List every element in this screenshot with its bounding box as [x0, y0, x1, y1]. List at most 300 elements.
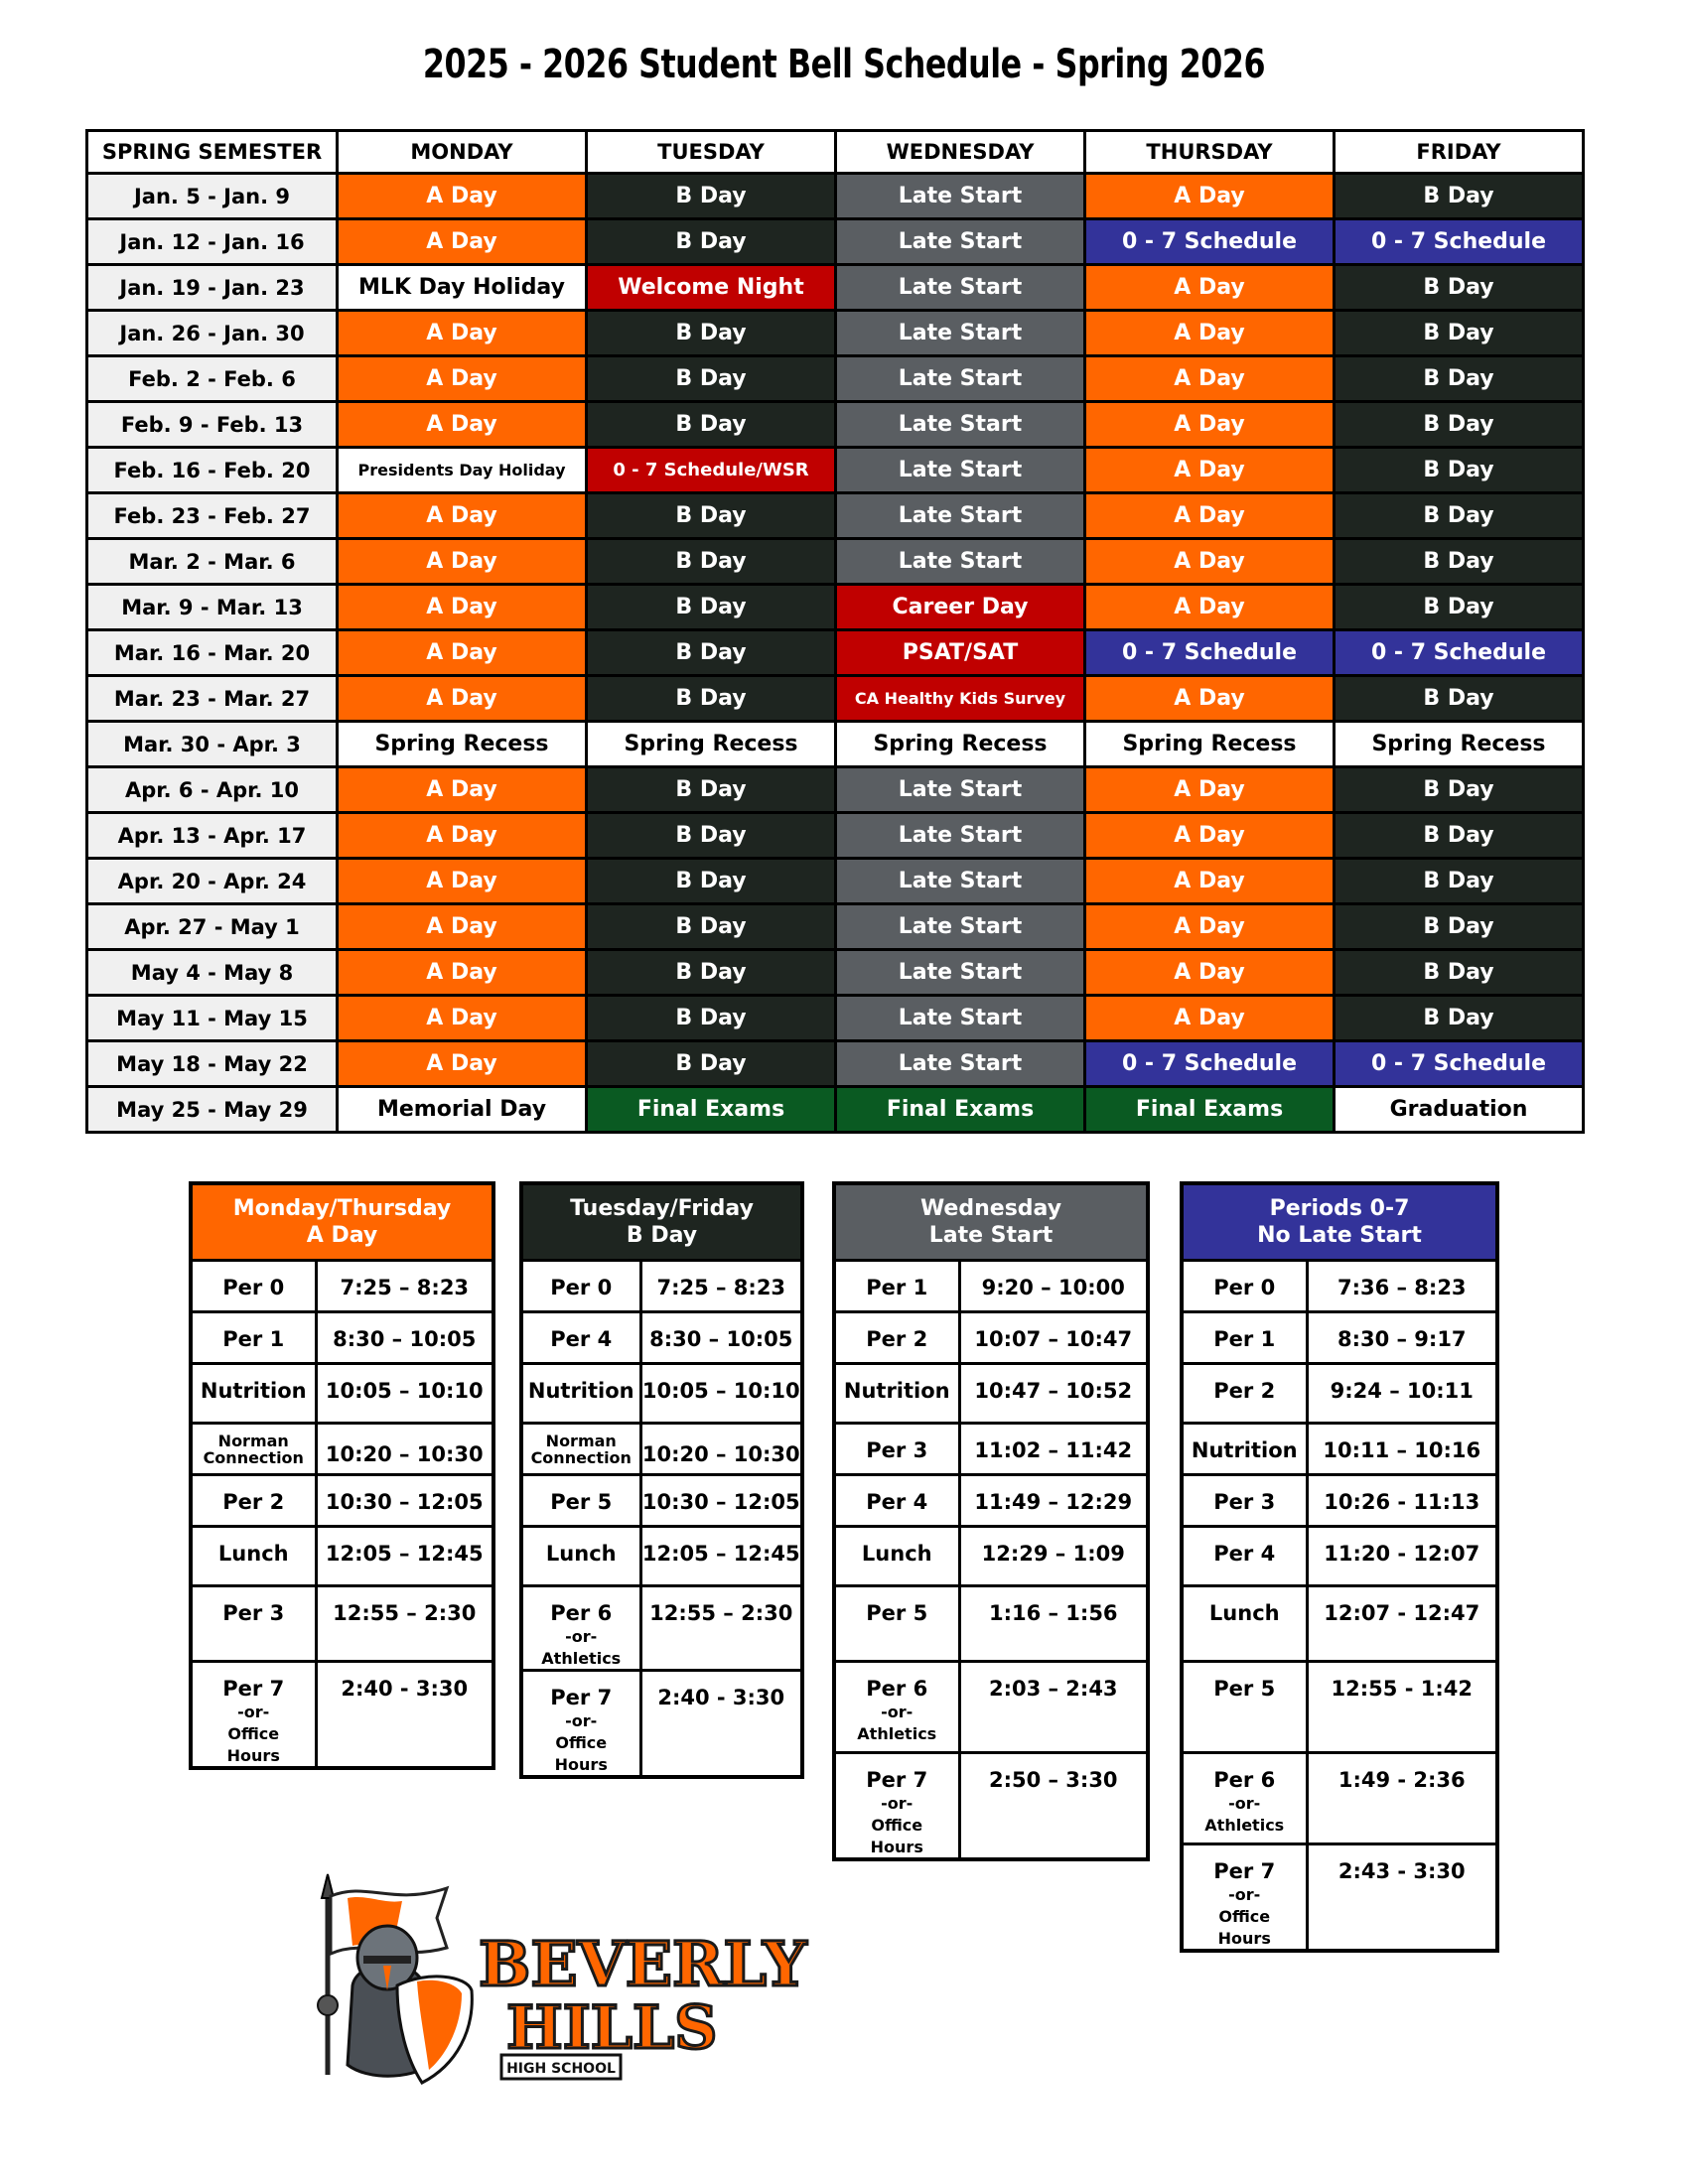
week-range: May 11 - May 15 — [87, 996, 338, 1041]
day-cell: A Day — [1085, 265, 1335, 311]
bell-row — [191, 1261, 493, 1312]
bell-row — [191, 1312, 493, 1364]
week-range: Feb. 23 - Feb. 27 — [87, 493, 338, 539]
day-cell: Presidents Day Holiday — [338, 448, 587, 493]
day-cell: 0 - 7 Schedule — [1335, 630, 1584, 676]
day-cell: Late Start — [836, 539, 1085, 585]
week-range: Apr. 27 - May 1 — [87, 904, 338, 950]
week-range: Jan. 12 - Jan. 16 — [87, 219, 338, 265]
period-time: 12:55 - 1:42 — [1307, 1662, 1497, 1753]
day-cell: B Day — [587, 174, 836, 219]
day-cell: A Day — [1085, 539, 1335, 585]
period-name — [1182, 1424, 1307, 1475]
day-cell: A Day — [1085, 676, 1335, 722]
day-cell: Late Start — [836, 356, 1085, 402]
day-cell: Late Start — [836, 219, 1085, 265]
day-cell: B Day — [587, 539, 836, 585]
bell-schedule-a-day — [189, 1181, 495, 1770]
period-name — [521, 1671, 640, 1778]
period-time: 2:50 – 3:30 — [959, 1753, 1148, 1860]
day-cell: A Day — [1085, 859, 1335, 904]
period-time: 10:07 – 10:47 — [959, 1312, 1148, 1364]
period-label: Lunch — [545, 1542, 617, 1566]
day-cell: Spring Recess — [338, 722, 587, 767]
day-cell: A Day — [338, 539, 587, 585]
bell-header — [834, 1183, 1148, 1261]
day-cell: Late Start — [836, 950, 1085, 996]
period-time: 2:43 - 3:30 — [1307, 1844, 1497, 1952]
period-name — [1182, 1586, 1307, 1662]
bell-row — [1182, 1753, 1497, 1844]
day-cell: Memorial Day — [338, 1087, 587, 1133]
period-name — [1182, 1844, 1307, 1952]
period-name — [191, 1424, 316, 1475]
period-name — [1182, 1527, 1307, 1586]
calendar-week-row — [87, 722, 1584, 767]
day-cell: B Day — [587, 767, 836, 813]
calendar-week-row — [87, 219, 1584, 265]
logo-line-3: HIGH SCHOOL — [506, 2061, 616, 2077]
day-cell: B Day — [1335, 767, 1584, 813]
day-cell: B Day — [587, 493, 836, 539]
day-cell: B Day — [1335, 859, 1584, 904]
period-label: Nutrition — [527, 1379, 634, 1403]
bell-row — [521, 1671, 802, 1778]
calendar-week-row — [87, 996, 1584, 1041]
day-cell: A Day — [1085, 356, 1335, 402]
calendar-week-row — [87, 265, 1584, 311]
period-name-line: Connection — [203, 1448, 304, 1467]
period-name — [191, 1662, 316, 1769]
bell-row — [521, 1312, 802, 1364]
period-name — [191, 1586, 316, 1662]
calendar-header-tuesday: TUESDAY — [587, 131, 836, 174]
period-time: 8:30 – 10:05 — [640, 1312, 802, 1364]
week-range: Mar. 9 - Mar. 13 — [87, 585, 338, 630]
period-name — [521, 1424, 640, 1475]
day-cell: PSAT/SAT — [836, 630, 1085, 676]
day-cell: B Day — [587, 950, 836, 996]
calendar-week-row — [87, 311, 1584, 356]
period-time: 12:29 – 1:09 — [959, 1527, 1148, 1586]
bell-header-line: Late Start — [928, 1223, 1054, 1248]
beverly-hills-wordmark — [479, 1928, 807, 2079]
week-range: May 4 - May 8 — [87, 950, 338, 996]
period-label: Per 5 — [1213, 1677, 1276, 1701]
bell-row — [834, 1312, 1148, 1364]
logo-line-2: HILLS — [506, 1993, 718, 2063]
period-name — [1182, 1475, 1307, 1527]
week-range: Apr. 20 - Apr. 24 — [87, 859, 338, 904]
bell-row — [834, 1662, 1148, 1753]
bell-header — [191, 1183, 493, 1261]
day-cell: A Day — [338, 859, 587, 904]
day-cell: B Day — [1335, 676, 1584, 722]
period-time: 1:49 - 2:36 — [1307, 1753, 1497, 1844]
period-label: Nutrition — [843, 1379, 950, 1403]
period-label: Per 1 — [866, 1276, 928, 1299]
bell-row — [834, 1261, 1148, 1312]
day-cell: Late Start — [836, 448, 1085, 493]
bell-header — [521, 1183, 802, 1261]
week-range: May 18 - May 22 — [87, 1041, 338, 1087]
bell-row — [834, 1475, 1148, 1527]
period-name — [834, 1662, 959, 1753]
bell-row — [521, 1424, 802, 1475]
day-cell: Spring Recess — [587, 722, 836, 767]
bell-row — [1182, 1261, 1497, 1312]
period-label: Per 6 — [1213, 1768, 1276, 1792]
day-cell: A Day — [1085, 448, 1335, 493]
period-name — [191, 1527, 316, 1586]
bell-row — [1182, 1586, 1497, 1662]
period-label: Per 3 — [1213, 1490, 1276, 1514]
period-name — [191, 1261, 316, 1312]
day-cell: Final Exams — [587, 1087, 836, 1133]
period-label: Per 4 — [550, 1327, 613, 1351]
period-name — [191, 1364, 316, 1424]
period-name — [191, 1312, 316, 1364]
day-cell: B Day — [1335, 996, 1584, 1041]
day-cell: A Day — [338, 493, 587, 539]
day-cell: B Day — [587, 356, 836, 402]
day-cell: 0 - 7 Schedule — [1085, 219, 1335, 265]
day-cell: B Day — [1335, 493, 1584, 539]
period-name — [191, 1475, 316, 1527]
period-name — [1182, 1312, 1307, 1364]
period-label: Per 0 — [1213, 1276, 1276, 1299]
day-cell: Late Start — [836, 265, 1085, 311]
period-name — [834, 1424, 959, 1475]
day-cell: Late Start — [836, 859, 1085, 904]
norman-knight-mascot-icon — [318, 1874, 472, 2083]
bell-row — [191, 1424, 493, 1475]
bell-row — [1182, 1312, 1497, 1364]
day-cell: MLK Day Holiday — [338, 265, 587, 311]
period-label: Per 7 — [1213, 1859, 1276, 1883]
period-time: 1:16 – 1:56 — [959, 1586, 1148, 1662]
day-cell: Spring Recess — [1335, 722, 1584, 767]
period-time: 8:30 – 9:17 — [1307, 1312, 1497, 1364]
day-cell: 0 - 7 Schedule — [1085, 630, 1335, 676]
day-cell: A Day — [338, 402, 587, 448]
period-label: Per 4 — [866, 1490, 928, 1514]
day-cell: A Day — [338, 356, 587, 402]
day-cell: B Day — [1335, 904, 1584, 950]
period-label: Per 3 — [866, 1438, 928, 1462]
period-time: 10:26 - 11:13 — [1307, 1475, 1497, 1527]
bell-header-line: Wednesday — [919, 1196, 1062, 1221]
period-note: -or- — [1228, 1794, 1261, 1813]
bell-header-line: Periods 0-7 — [1269, 1196, 1410, 1221]
period-label: Per 7 — [866, 1768, 928, 1792]
period-label: Per 1 — [1213, 1327, 1276, 1351]
day-cell: B Day — [1335, 356, 1584, 402]
day-cell: A Day — [1085, 402, 1335, 448]
period-time: 2:40 - 3:30 — [316, 1662, 493, 1769]
bell-row — [1182, 1424, 1497, 1475]
period-label: Per 2 — [1213, 1379, 1276, 1403]
bell-schedule-periods-0-7 — [1180, 1181, 1499, 1953]
day-cell: B Day — [587, 859, 836, 904]
period-label: Per 2 — [866, 1327, 928, 1351]
period-name — [521, 1312, 640, 1364]
period-note: Hours — [870, 1838, 923, 1856]
day-cell: Welcome Night — [587, 265, 836, 311]
day-cell: 0 - 7 Schedule — [1335, 1041, 1584, 1087]
day-cell: Spring Recess — [1085, 722, 1335, 767]
bell-row — [834, 1364, 1148, 1424]
bell-row — [834, 1586, 1148, 1662]
period-name-line: Connection — [530, 1448, 632, 1467]
period-label: Per 6 — [866, 1677, 928, 1701]
day-cell: A Day — [338, 219, 587, 265]
period-time: 9:24 – 10:11 — [1307, 1364, 1497, 1424]
period-time: 10:11 – 10:16 — [1307, 1424, 1497, 1475]
period-name — [1182, 1364, 1307, 1424]
period-label: Per 7 — [550, 1686, 613, 1709]
calendar-week-row — [87, 767, 1584, 813]
bell-row — [191, 1475, 493, 1527]
week-range: Mar. 16 - Mar. 20 — [87, 630, 338, 676]
bell-row — [1182, 1662, 1497, 1753]
day-cell: A Day — [1085, 950, 1335, 996]
period-note: -or- — [1228, 1885, 1261, 1904]
day-cell: Spring Recess — [836, 722, 1085, 767]
calendar-header-wednesday: WEDNESDAY — [836, 131, 1085, 174]
bell-header-line: Tuesday/Friday — [570, 1196, 754, 1221]
logo-line-1: BEVERLY — [479, 1928, 807, 2000]
period-name — [834, 1475, 959, 1527]
day-cell: B Day — [1335, 539, 1584, 585]
period-time: 11:49 – 12:29 — [959, 1475, 1148, 1527]
day-cell: B Day — [1335, 813, 1584, 859]
day-cell: Late Start — [836, 767, 1085, 813]
period-name — [521, 1261, 640, 1312]
period-label: Per 5 — [550, 1490, 613, 1514]
period-label: Per 5 — [866, 1601, 928, 1625]
period-name — [521, 1364, 640, 1424]
day-cell: Final Exams — [836, 1087, 1085, 1133]
day-cell: B Day — [587, 311, 836, 356]
period-time: 10:47 – 10:52 — [959, 1364, 1148, 1424]
week-range: Feb. 16 - Feb. 20 — [87, 448, 338, 493]
calendar-week-row — [87, 493, 1584, 539]
day-cell: Late Start — [836, 174, 1085, 219]
period-note: Office — [1218, 1907, 1271, 1926]
week-range: Jan. 5 - Jan. 9 — [87, 174, 338, 219]
day-cell: B Day — [1335, 402, 1584, 448]
period-time: 9:20 – 10:00 — [959, 1261, 1148, 1312]
period-name — [834, 1312, 959, 1364]
period-time: 12:05 – 12:45 — [316, 1527, 493, 1586]
day-cell: A Day — [1085, 585, 1335, 630]
calendar-week-row — [87, 676, 1584, 722]
period-time: 10:20 – 10:30 — [640, 1424, 802, 1475]
calendar-header-friday: FRIDAY — [1335, 131, 1584, 174]
period-time: 12:55 – 2:30 — [316, 1586, 493, 1662]
day-cell: 0 - 7 Schedule — [1335, 219, 1584, 265]
day-cell: A Day — [1085, 904, 1335, 950]
period-time: 10:20 – 10:30 — [316, 1424, 493, 1475]
day-cell: A Day — [338, 767, 587, 813]
calendar-week-row — [87, 356, 1584, 402]
period-note: Office — [871, 1816, 923, 1835]
day-cell: B Day — [1335, 174, 1584, 219]
period-time: 2:03 – 2:43 — [959, 1662, 1148, 1753]
day-cell: A Day — [1085, 996, 1335, 1041]
day-cell: Late Start — [836, 904, 1085, 950]
day-cell: B Day — [587, 676, 836, 722]
period-time: 10:05 – 10:10 — [316, 1364, 493, 1424]
calendar-week-row — [87, 859, 1584, 904]
page-title: 2025 - 2026 Student Bell Schedule - Spring 2026 — [422, 42, 1266, 87]
day-cell: B Day — [587, 402, 836, 448]
period-time: 12:55 – 2:30 — [640, 1586, 802, 1671]
day-cell: A Day — [338, 813, 587, 859]
calendar-week-row — [87, 630, 1584, 676]
period-note: Athletics — [857, 1724, 937, 1743]
period-time: 7:25 – 8:23 — [316, 1261, 493, 1312]
bell-row — [521, 1364, 802, 1424]
bell-row — [191, 1364, 493, 1424]
bell-row — [834, 1527, 1148, 1586]
period-time: 12:07 - 12:47 — [1307, 1586, 1497, 1662]
period-note: Athletics — [541, 1649, 622, 1668]
period-label: Per 6 — [550, 1601, 613, 1625]
day-cell: Late Start — [836, 311, 1085, 356]
day-cell: A Day — [338, 630, 587, 676]
period-time: 2:40 - 3:30 — [640, 1671, 802, 1778]
period-name — [834, 1527, 959, 1586]
calendar-header-monday: MONDAY — [338, 131, 587, 174]
bell-header-line: Monday/Thursday — [232, 1196, 452, 1221]
period-label: Per 0 — [550, 1276, 613, 1299]
day-cell: Late Start — [836, 813, 1085, 859]
day-cell: Late Start — [836, 1041, 1085, 1087]
bell-row — [834, 1753, 1148, 1860]
period-name — [1182, 1753, 1307, 1844]
day-cell: A Day — [338, 174, 587, 219]
period-time: 12:05 – 12:45 — [640, 1527, 802, 1586]
period-time: 10:30 – 12:05 — [640, 1475, 802, 1527]
day-cell: A Day — [338, 1041, 587, 1087]
day-cell: B Day — [587, 813, 836, 859]
period-label: Lunch — [217, 1542, 289, 1566]
period-note: -or- — [881, 1703, 914, 1721]
week-range: Mar. 30 - Apr. 3 — [87, 722, 338, 767]
day-cell: 0 - 7 Schedule/WSR — [587, 448, 836, 493]
day-cell: B Day — [587, 1041, 836, 1087]
day-cell: B Day — [587, 996, 836, 1041]
period-note: Hours — [554, 1755, 608, 1774]
week-range: Feb. 2 - Feb. 6 — [87, 356, 338, 402]
period-label: Lunch — [861, 1542, 932, 1566]
period-time: 7:25 – 8:23 — [640, 1261, 802, 1312]
week-range: Feb. 9 - Feb. 13 — [87, 402, 338, 448]
bell-schedule-late-start — [832, 1181, 1150, 1861]
calendar-week-row — [87, 402, 1584, 448]
bell-row — [1182, 1475, 1497, 1527]
day-cell: A Day — [1085, 493, 1335, 539]
period-name — [834, 1364, 959, 1424]
period-name — [834, 1261, 959, 1312]
period-label: Per 4 — [1213, 1542, 1276, 1566]
period-name — [834, 1753, 959, 1860]
period-note: -or- — [565, 1627, 598, 1646]
day-cell: B Day — [1335, 311, 1584, 356]
calendar-week-row — [87, 448, 1584, 493]
period-name-line: Norman — [545, 1432, 617, 1450]
bell-header — [1182, 1183, 1497, 1261]
calendar-week-row — [87, 904, 1584, 950]
week-range: May 25 - May 29 — [87, 1087, 338, 1133]
period-time: 8:30 – 10:05 — [316, 1312, 493, 1364]
bell-row — [1182, 1364, 1497, 1424]
week-range: Apr. 6 - Apr. 10 — [87, 767, 338, 813]
bell-row — [834, 1424, 1148, 1475]
period-note: Athletics — [1204, 1816, 1285, 1835]
period-name — [1182, 1261, 1307, 1312]
bell-header-line: B Day — [626, 1223, 698, 1248]
calendar-week-row — [87, 950, 1584, 996]
day-cell: B Day — [587, 219, 836, 265]
day-cell: B Day — [1335, 585, 1584, 630]
day-cell: CA Healthy Kids Survey — [836, 676, 1085, 722]
day-cell: A Day — [1085, 311, 1335, 356]
period-name-line: Norman — [217, 1432, 289, 1450]
day-cell: A Day — [338, 585, 587, 630]
bell-row — [1182, 1844, 1497, 1952]
period-note: Hours — [226, 1746, 280, 1765]
week-range: Apr. 13 - Apr. 17 — [87, 813, 338, 859]
period-label: Per 7 — [222, 1677, 285, 1701]
week-range: Jan. 26 - Jan. 30 — [87, 311, 338, 356]
day-cell: B Day — [1335, 448, 1584, 493]
bell-row — [1182, 1527, 1497, 1586]
bell-header-line: A Day — [306, 1223, 378, 1248]
day-cell: B Day — [1335, 265, 1584, 311]
day-cell: B Day — [587, 904, 836, 950]
period-name — [1182, 1662, 1307, 1753]
day-cell: Final Exams — [1085, 1087, 1335, 1133]
day-cell: Late Start — [836, 493, 1085, 539]
period-time: 7:36 – 8:23 — [1307, 1261, 1497, 1312]
day-cell: B Day — [587, 585, 836, 630]
calendar-week-row — [87, 174, 1584, 219]
period-label: Per 2 — [222, 1490, 285, 1514]
calendar-week-row — [87, 813, 1584, 859]
period-label: Per 1 — [222, 1327, 285, 1351]
period-time: 11:20 - 12:07 — [1307, 1527, 1497, 1586]
period-name — [521, 1527, 640, 1586]
week-range: Mar. 23 - Mar. 27 — [87, 676, 338, 722]
week-range: Jan. 19 - Jan. 23 — [87, 265, 338, 311]
period-name — [834, 1586, 959, 1662]
bell-row — [191, 1586, 493, 1662]
bell-row — [191, 1662, 493, 1769]
period-note: Hours — [1217, 1929, 1271, 1948]
period-label: Lunch — [1208, 1601, 1280, 1625]
day-cell: B Day — [587, 630, 836, 676]
period-note: -or- — [237, 1703, 270, 1721]
bell-row — [521, 1261, 802, 1312]
period-label: Per 0 — [222, 1276, 285, 1299]
period-time: 10:05 – 10:10 — [640, 1364, 802, 1424]
period-note: -or- — [881, 1794, 914, 1813]
period-time: 11:02 – 11:42 — [959, 1424, 1148, 1475]
period-note: -or- — [565, 1711, 598, 1730]
